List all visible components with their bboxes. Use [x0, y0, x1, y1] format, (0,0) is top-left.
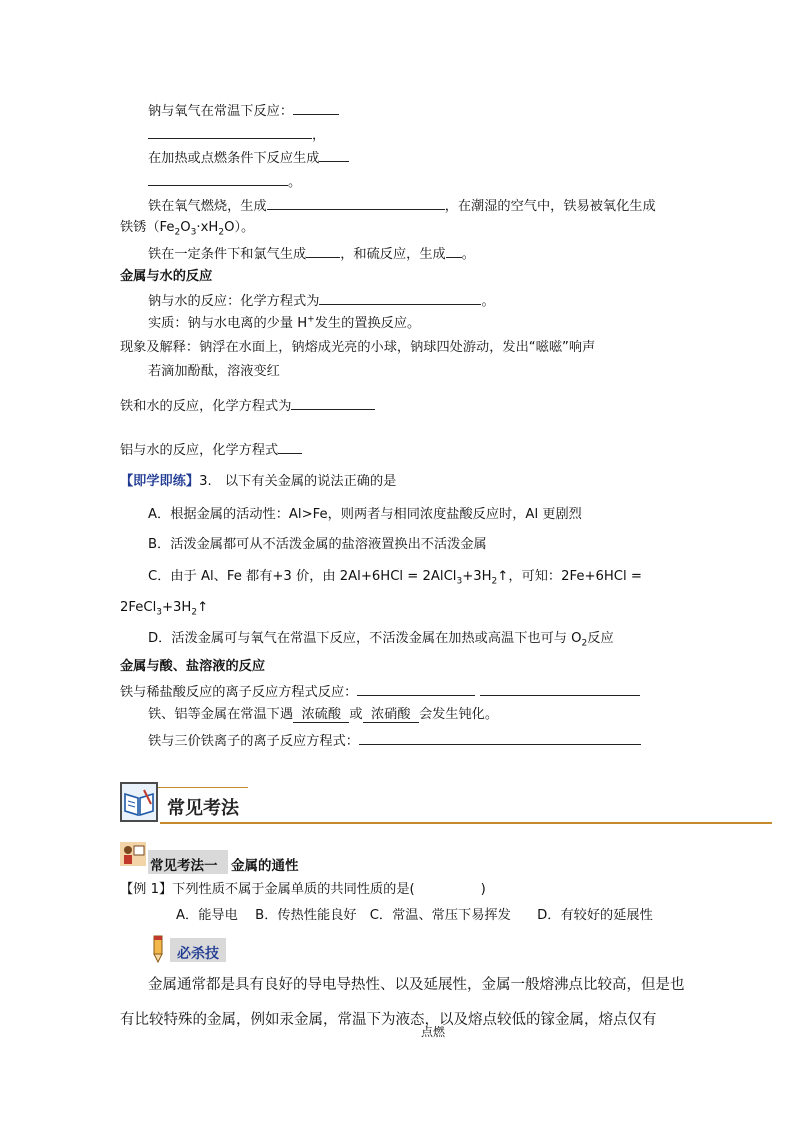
text: ，和硫反应，生成	[340, 247, 446, 262]
example-1	[120, 882, 486, 898]
blank	[446, 245, 462, 258]
answer-concentrated-sulfuric	[293, 707, 349, 723]
text: O	[180, 220, 191, 235]
text: 铁与稀盐酸反应的离子反应方程式反应：	[120, 685, 358, 700]
option-c-cont	[120, 600, 208, 616]
blank	[148, 126, 312, 139]
blank	[306, 245, 340, 258]
blank	[319, 149, 349, 162]
blank	[278, 441, 302, 454]
text: 会发生钝化。	[418, 707, 499, 722]
practice-tag: 【即学即练】	[120, 474, 200, 489]
text: ，在潮湿的空气中，铁易被氧化生成	[444, 199, 656, 214]
line-sodium-water	[148, 292, 495, 310]
text: 钠与水的反应：化学方程式为	[148, 294, 320, 309]
text: 2FeCl	[120, 600, 157, 615]
text: 反应	[587, 631, 614, 646]
subsection-title: 常见考法一 金属的通性	[150, 858, 299, 874]
book-icon	[120, 782, 158, 822]
text: ↑，可知：2Fe+6HCl =	[497, 569, 642, 584]
text: 铁在一定条件下和氯气生成	[148, 247, 307, 262]
text: 铁与三价铁离子的离子反应方程式：	[148, 734, 359, 749]
sub: 2	[218, 227, 225, 238]
text: O）。	[224, 220, 255, 235]
blank	[480, 683, 640, 696]
line-iron-water	[120, 397, 375, 415]
sub: 2	[191, 607, 198, 618]
text: 下列性质不属于金属单质的共同性质的是( )	[172, 882, 486, 897]
blank	[293, 102, 339, 115]
option-c	[148, 569, 642, 585]
sub: 2	[581, 638, 588, 649]
line-essence	[148, 316, 420, 332]
heading-metal-acid: 金属与酸、盐溶液的反应	[120, 659, 266, 674]
sub: 3	[190, 227, 197, 238]
text: 铁在氧气燃烧，生成	[148, 199, 267, 214]
text: 。	[461, 247, 475, 262]
footer-fragment: 点燃	[421, 1025, 446, 1039]
option-b: B．活泼金属都可从不活泼金属的盐溶液置换出不活泼金属	[148, 537, 487, 552]
sub: 3	[156, 607, 162, 618]
text: +3H	[161, 600, 192, 615]
line-rust	[120, 220, 254, 236]
sub: 3	[456, 576, 463, 587]
line-phenomenon: 现象及解释：钠浮在水面上，钠熔成光亮的小球，钠球四处游动，发出“嗞嗞”响声	[120, 340, 596, 355]
text: 实质：钠与水电离的少量 H	[148, 316, 308, 331]
practice-question	[120, 474, 396, 490]
sub: 2	[491, 576, 498, 587]
line-aluminum-water	[120, 441, 302, 459]
line-blank-4	[148, 173, 301, 191]
blank	[319, 292, 481, 305]
text: 在加热或点燃条件下反应生成	[148, 151, 320, 166]
skill-title: 必杀技	[177, 946, 219, 962]
paragraph-line-1: 金属通常都是具有良好的导电导热性、以及延展性，金属一般熔沸点比较高，但是也	[148, 977, 685, 993]
text: 发生的置换反应。	[314, 316, 421, 331]
text: 铁锈（Fe	[120, 220, 175, 235]
text: 铁、铝等金属在常温下遇	[148, 707, 294, 722]
text: ，	[312, 128, 326, 143]
heading-metal-water: 金属与水的反应	[120, 269, 213, 284]
text: 铁和水的反应，化学方程式为	[120, 399, 292, 414]
text: C．由于 Al、Fe 都有+3 价，由 2Al+6HCl = 2AlCl	[148, 569, 457, 584]
line-passivation	[148, 707, 498, 723]
text: 浓硫酸	[301, 707, 342, 722]
text: ·xH	[196, 220, 219, 235]
section-title: 常见考法	[167, 798, 239, 819]
line-blank-2	[148, 126, 325, 144]
text: 钠与氧气在常温下反应：	[148, 104, 294, 119]
pencil-icon	[148, 934, 168, 964]
blank	[291, 397, 375, 410]
teacher-icon	[120, 842, 146, 866]
text: 浓硝酸	[370, 707, 411, 722]
answer-concentrated-nitric	[363, 707, 419, 723]
sup: +	[307, 314, 315, 325]
line-sodium-oxygen	[148, 102, 339, 120]
text: 。	[481, 294, 495, 309]
blank	[359, 732, 641, 745]
line-iron-fe3	[148, 732, 641, 750]
paragraph-line-2: 有比较特殊的金属，例如汞金属，常温下为液态，以及熔点较低的镓金属，熔点仅有	[120, 1012, 657, 1028]
example-options: A．能导电 B．传热性能良好 C．常温、常压下易挥发 D．有较好的延展性	[176, 908, 653, 923]
text: 铝与水的反应，化学方程式	[120, 443, 279, 458]
line-iron-burn	[148, 197, 656, 215]
option-a: A．根据金属的活动性：Al>Fe，则两者与相同浓度盐酸反应时，Al 更剧烈	[148, 507, 582, 522]
section-rule	[160, 822, 772, 824]
example-label: 【例 1】	[120, 882, 173, 897]
text: ↑	[197, 600, 209, 615]
text: 。	[288, 175, 302, 190]
text: 或	[349, 707, 363, 722]
blank	[357, 683, 475, 696]
blank	[267, 197, 445, 210]
text: 3. 以下有关金属的说法正确的是	[199, 474, 397, 489]
text: D．活泼金属可与氧气在常温下反应，不活泼金属在加热或高温下也可与 O	[148, 631, 582, 646]
line-heating	[148, 149, 349, 167]
option-d	[148, 631, 614, 647]
sub: 2	[174, 227, 181, 238]
line-iron-hcl	[120, 683, 640, 701]
text: +3H	[462, 569, 492, 584]
line-iron-chlorine	[148, 245, 475, 263]
blank	[148, 173, 288, 186]
line-phenolphthalein: 若滴加酚酞，溶液变红	[148, 364, 280, 379]
